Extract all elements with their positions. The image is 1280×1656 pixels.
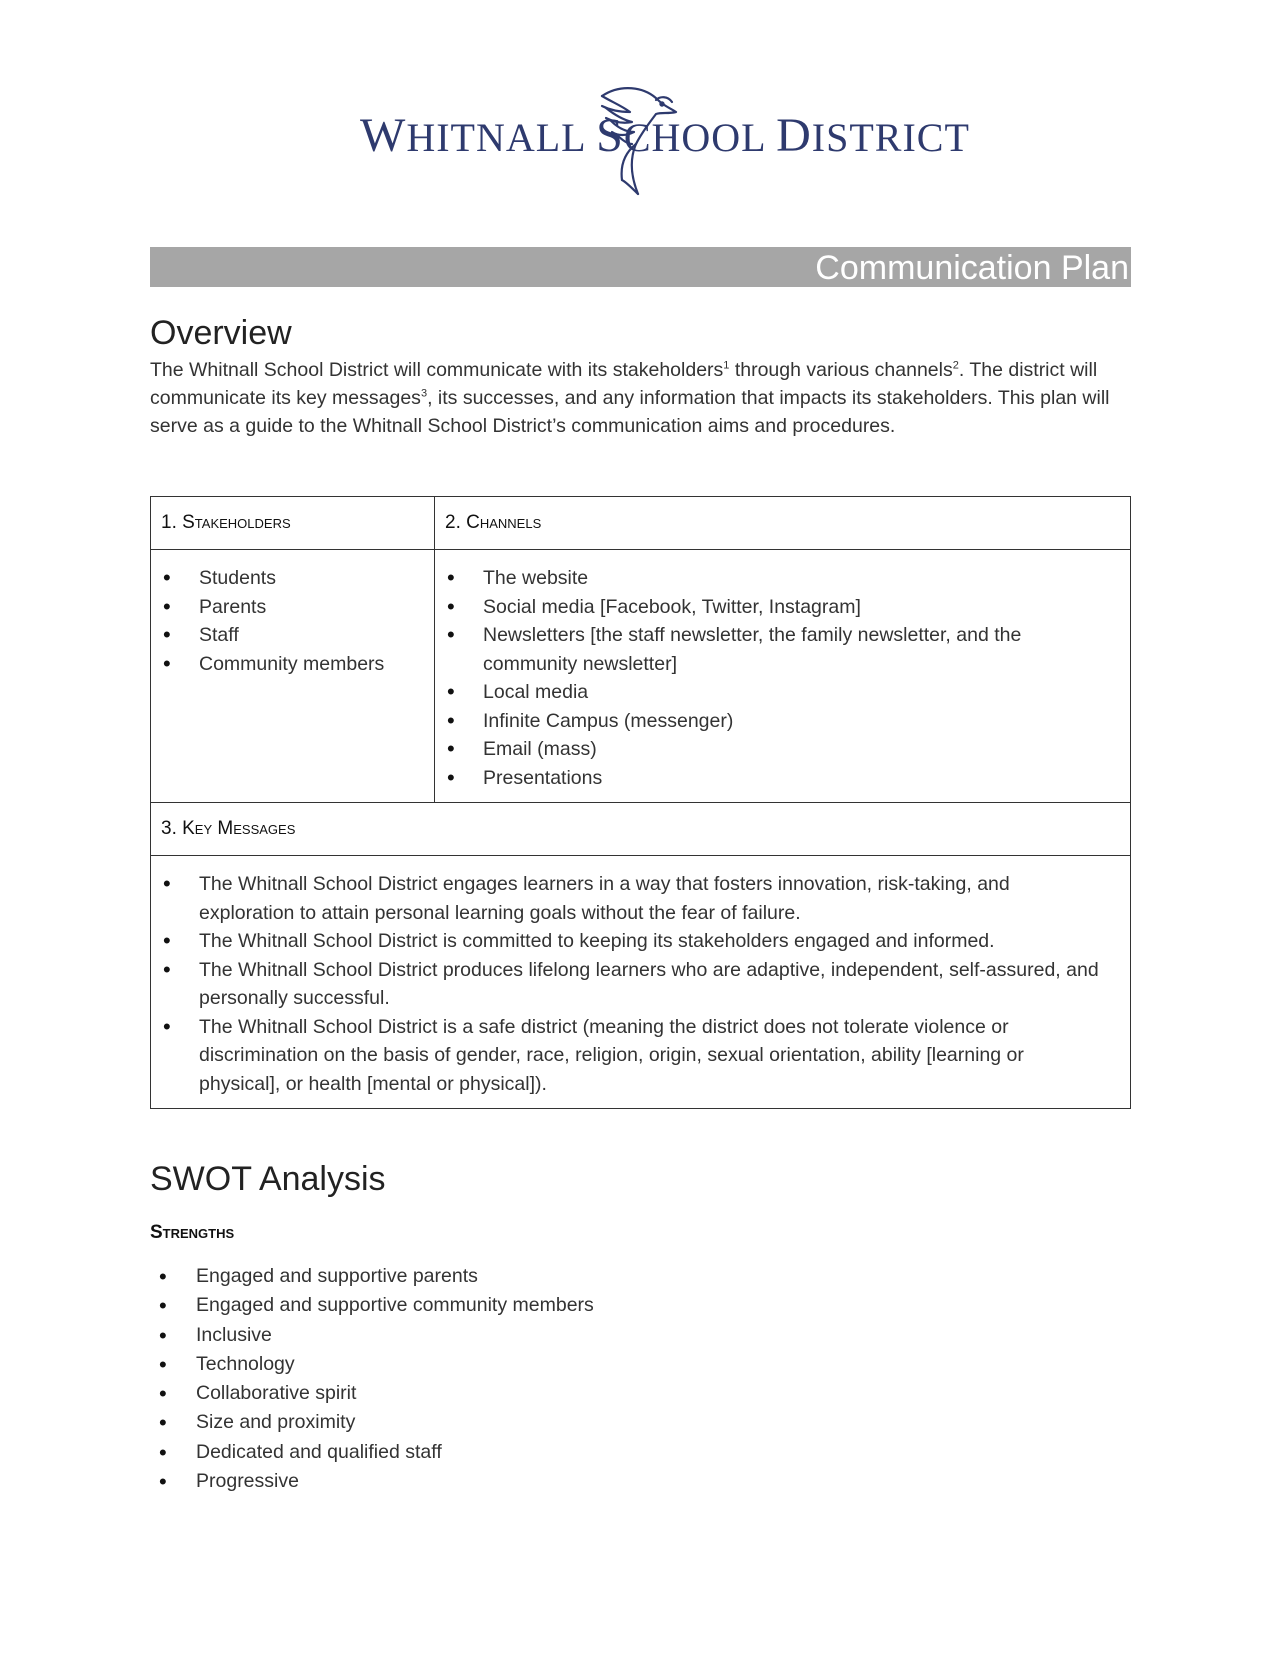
list-item: • Engaged and supportive community members: [196, 1291, 594, 1320]
list-item: • Inclusive: [196, 1321, 594, 1350]
footnote-ref-2[interactable]: 2: [952, 359, 959, 372]
overview-heading: Overview: [150, 314, 292, 352]
stakeholders-heading: 1. Stakeholders: [151, 497, 435, 550]
list-item: • Size and proximity: [196, 1408, 594, 1437]
list-item: • Email (mass): [483, 735, 1070, 764]
channels-cell: [435, 550, 1131, 803]
list-item: • Presentations: [483, 764, 1070, 793]
list-item: • Staff: [199, 621, 424, 650]
list-item: • Parents: [199, 593, 424, 622]
overview-paragraph: The Whitnall School District will communicate with its stakeholders$^1$ through various channels$^2$. The district will communicate its key messages$^3$, its successes, and any information that impacts its stakeholders. This plan will serve as a guide to the Whitnall School District’s communication aims and procedures.: [150, 359, 1110, 437]
list-item: • Progressive: [196, 1467, 594, 1496]
list-item: • The Whitnall School District is committed to keeping its stakeholders engaged and informed.: [199, 927, 1102, 956]
list-item: • Students: [199, 564, 424, 593]
list-item: • Community members: [199, 650, 424, 679]
key-messages-cell: [151, 856, 1131, 1109]
key-messages-heading: 3. Key Messages: [151, 803, 1131, 856]
list-item: • The Whitnall School District engages learners in a way that fosters innovation, risk-taking, and exploration to attain personal learning goals without the fear of failure.: [199, 870, 1102, 927]
list-item: • Local media: [483, 678, 1070, 707]
list-item: • Engaged and supportive parents: [196, 1262, 594, 1291]
title-bar: [150, 247, 1131, 287]
list-item: • The Whitnall School District is a safe district (meaning the district does not tolerate violence or discrimination on the basis of gender, race, religion, origin, sexual orientation, ability [learning or physical], or health [mental or physical]).: [199, 1013, 1102, 1099]
stakeholders-cell: [151, 550, 435, 803]
list-item: • The Whitnall School District produces lifelong learners who are adaptive, independent, self-assured, and personally successful.: [199, 956, 1102, 1013]
channels-list: [435, 550, 1130, 802]
district-logo: [360, 82, 970, 202]
list-item: • Infinite Campus (messenger): [483, 707, 1070, 736]
list-item: • Newsletters [the staff newsletter, the family newsletter, and the community newsletter]: [483, 621, 1070, 678]
plan-table: [150, 496, 1131, 1109]
swot-heading: SWOT Analysis: [150, 1160, 386, 1198]
list-item: • Dedicated and qualified staff: [196, 1438, 594, 1467]
strengths-list: [150, 1262, 594, 1496]
footnote-ref-1[interactable]: 1: [723, 359, 730, 372]
list-item: • Technology: [196, 1350, 594, 1379]
logo-wordmark: WHITNALL SCHOOL DISTRICT: [360, 109, 970, 162]
key-messages-list: [151, 856, 1130, 1108]
list-item: • The website: [483, 564, 1070, 593]
stakeholders-list: [151, 550, 434, 688]
channels-heading: 2. Channels: [435, 497, 1131, 550]
strengths-heading: Strengths: [150, 1222, 235, 1243]
list-item: • Social media [Facebook, Twitter, Instagram]: [483, 593, 1070, 622]
eagle-icon: [572, 82, 682, 202]
footnote-ref-3[interactable]: 3: [420, 387, 428, 400]
document-title: Communication Plan: [815, 249, 1129, 287]
list-item: • Collaborative spirit: [196, 1379, 594, 1408]
